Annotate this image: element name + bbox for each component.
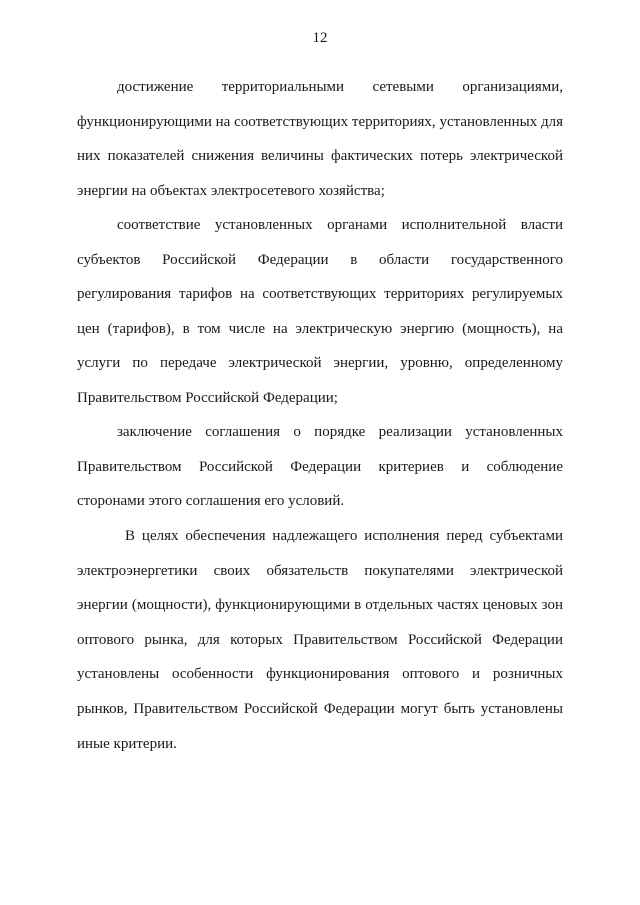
paragraph-tariff-regulation: соответствие установленных органами исполнительной власти субъектов Российской Федерации в области государственного регулирования тарифов на соответствующих территориях регулируемых цен (тарифов), в том числе на электрическую энергию (мощность), на услуги по передаче электрической энергии, уровню, определенному Правительством Российской Федерации; xyxy=(77,217,563,406)
page-number: 12 xyxy=(312,30,328,46)
paragraph-loss-reduction: достижение территориальными сетевыми организациями, функционирующими на соответствующих территориях, установленных для них показателей снижения величины фактических потерь электрической энергии на объектах электросетевого хозяйства; xyxy=(77,79,563,199)
paragraph-agreement: заключение соглашения о порядке реализации установленных Правительством Российской Федерации критериев и соблюдение сторонами этого соглашения его условий. xyxy=(77,424,563,510)
paragraph-other-criteria: В целях обеспечения надлежащего исполнения перед субъектами электроэнергетики своих обязательств покупателями электрической энергии (мощности), функционирующими в отдельных частях ценовых зон оптового рынка, для которых Правительством Российской Федерации установлены особенности функционирования оптового и розничных рынков, Правительством Российской Федерации могут быть установлены иные критерии. xyxy=(77,528,563,752)
